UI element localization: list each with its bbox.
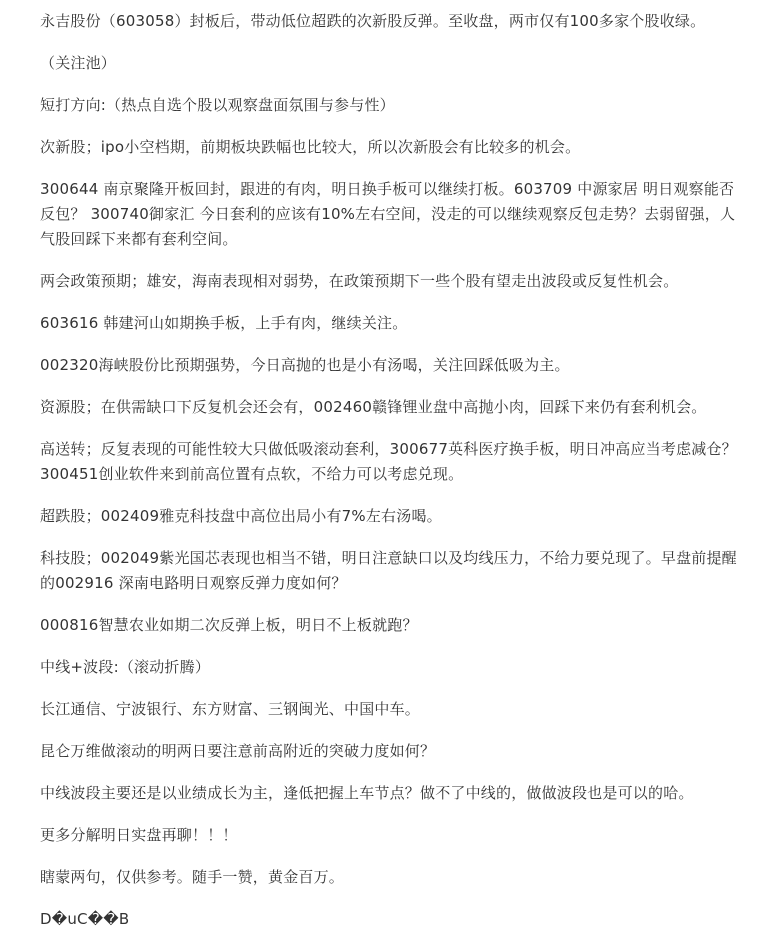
paragraph-two-sessions: 两会政策预期；雄安，海南表现相对弱势，在政策预期下一些个股有望走出波段或反复性机会。 xyxy=(40,272,679,290)
paragraph-disclaimer: 瞎蒙两句，仅供参考。随手一赞，黄金百万。 xyxy=(40,868,345,886)
paragraph-603616: 603616 韩建河山如期换手板，上手有肉，继续关注。 xyxy=(40,314,408,332)
paragraph-kunlun: 昆仑万维做滚动的明两日要注意前高附近的突破力度如何？ xyxy=(40,742,436,760)
paragraph-short-term-heading: 短打方向:（热点自选个股以观察盘面氛围与参与性） xyxy=(40,96,395,114)
paragraph-garbled-footer: D�uC��B xyxy=(40,910,130,928)
paragraph-mid-term-strategy: 中线波段主要还是以业绩成长为主，逢低把握上车节点？做不了中线的，做做波段也是可以的哈。 xyxy=(40,784,694,802)
paragraph-more-tomorrow: 更多分解明日实盘再聊！！！ xyxy=(40,826,238,844)
article-body xyxy=(40,9,740,949)
paragraph-mid-term-heading: 中线+波段:（滚动折腾） xyxy=(40,658,211,676)
paragraph-intro: 永吉股份（603058）封板后，带动低位超跌的次新股反弹。至收盘，两市仅有100多家个股收绿。 xyxy=(40,12,706,30)
paragraph-new-shares-picks: 300644 南京聚隆开板回封，跟进的有肉，明日换手板可以继续打板。603709 中源家居 明日观察能否反包？ 300740御家汇 今日套利的应该有10%左右空间，没走的可以继续观察反包走势？去弱留强，人气股回踩下来都有套利空间。 xyxy=(40,180,736,248)
paragraph-high-dividend: 高送转；反复表现的可能性较大只做低吸滚动套利，300677英科医疗换手板，明日冲高应当考虑减仓？300451创业软件来到前高位置有点软，不给力可以考虑兑现。 xyxy=(40,440,737,483)
paragraph-mid-term-list: 长江通信、宁波银行、东方财富、三钢闽光、中国中车。 xyxy=(40,700,421,718)
paragraph-tech: 科技股；002049紫光国芯表现也相当不错，明日注意缺口以及均线压力，不给力要兑现了。早盘前提醒的002916 深南电路明日观察反弹力度如何？ xyxy=(40,549,737,592)
paragraph-oversold: 超跌股；002409雅克科技盘中高位出局小有7%左右汤喝。 xyxy=(40,507,442,525)
paragraph-new-shares: 次新股；ipo小空档期，前期板块跌幅也比较大，所以次新股会有比较多的机会。 xyxy=(40,138,581,156)
paragraph-000816: 000816智慧农业如期二次反弹上板，明日不上板就跑？ xyxy=(40,616,418,634)
paragraph-002320: 002320海峡股份比预期强势，今日高抛的也是小有汤喝，关注回踩低吸为主。 xyxy=(40,356,570,374)
paragraph-watchlist-heading: （关注池） xyxy=(40,54,117,72)
paragraph-resources: 资源股；在供需缺口下反复机会还会有，002460赣锋锂业盘中高抛小肉，回踩下来仍有套利机会。 xyxy=(40,398,707,416)
